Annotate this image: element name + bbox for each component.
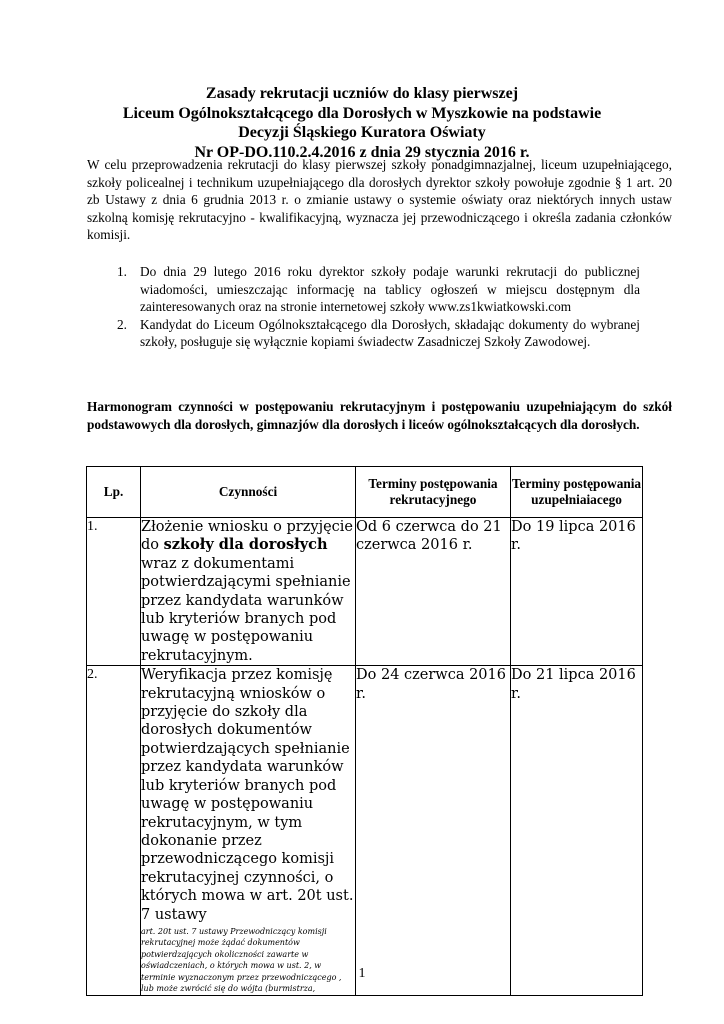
activity-bold-text: szkoły dla dorosłych [163,536,328,554]
schedule-table [86,466,643,996]
header-recruitment-terms: Terminy postępowania rekrutacyjnego [356,467,511,518]
row-activity [141,666,356,996]
row-supplementary-term: Do 19 lipca 2016 r. [511,518,643,666]
table-row [87,518,643,666]
table-header-row [87,467,643,518]
rule-text: Kandydat do Liceum Ogólnokształcącego dla Dorosłych, składając dokumenty do wybranej szkoły, posługuje się wyłącznie kopiami świadectw Zasadniczej Szkoły Zawodowej. [140,316,640,350]
page-number: 1 [358,966,366,981]
header-lp: Lp. [87,467,141,518]
row-activity [141,518,356,666]
row-number: 2. [87,666,141,996]
row-recruitment-term: Od 6 czerwca do 21 czerwca 2016 r. [356,518,511,666]
schedule-heading: Harmonogram czynności w postępowaniu rekrutacyjnym i postępowaniu uzupełniającym do szkół podstawowych dla dorosłych, gimnazjów dla dorosłych i liceów ogólnokształcących dla dorosłych. [87,399,672,432]
row-number: 1. [87,518,141,666]
rule-item [87,316,640,351]
activity-footnote: art. 20t ust. 7 ustawy Przewodniczący komisji rekrutacyjnej może żądać dokumentów potwierdzających okoliczności zawarte w oświadczeniach, o których mowa w ust. 2, w terminie wyznaczonym przez przewodniczącego , lub może zwrócić się do wójta (burmistrza, [141,926,342,994]
title-line-1: Zasady rekrutacji uczniów do klasy pierwszej [205,85,519,102]
header-activities: Czynności [141,467,356,518]
rule-text: Do dnia 29 lutego 2016 roku dyrektor szkoły podaje warunki rekrutacji do publicznej wiadomości, umieszczając informację na tablicy ogłoszeń w miejscu dostępnym dla zainteresowanych oraz na stronie internetowej szkoły www.zs1kwiatkowski.com [140,264,640,315]
title-line-4: Nr OP-DO.110.2.4.2016 z dnia 29 stycznia 2016 r. [194,143,530,161]
document-title [60,84,664,162]
row-supplementary-term: Do 21 lipca 2016 r. [511,666,643,996]
activity-text: wraz z dokumentami potwierdzającymi spełnianie przez kandydata warunków lub kryteriów branych pod uwagę w postępowaniu rekrutacyjnym. [141,555,351,664]
rule-number: 1. [117,264,127,279]
activity-text: Złożenie wniosku o przyjęcie do [141,519,353,554]
title-line-3: Decyzji Śląskiego Kuratora Oświaty [238,124,486,141]
header-supplementary-terms: Terminy postępowania uzupełniaiacego [511,467,643,518]
row-recruitment-term: Do 24 czerwca 2016 r. [356,666,511,996]
table-row [87,666,643,996]
intro-paragraph: W celu przeprowadzenia rekrutacji do klasy pierwszej szkoły ponadgimnazjalnej, liceum uzupełniającego, szkoły policealnej i technikum uzupełniającego dla dorosłych dyrektor szkoły powołuje zgodnie § 1 art. 20 zb Ustawy z dnia 6 grudnia 2013 r. o zmianie ustawy o systemie oświaty oraz niektórych innych ustaw szkolną komisję rekrutacyjno - kwalifikacyjną, wyznacza jej przewodniczącego i określa zadania członków komisji. [87,157,672,243]
activity-text: Weryfikacja przez komisję rekrutacyjną wniosków o przyjęcie do szkoły dla dorosłych dokumentów potwierdzających spełnianie przez kandydata warunków lub kryteriów branych pod uwagę w postępowaniu rekrutacyjnym, w tym dokonanie przez przewodniczącego komisji rekrutacyjnej czynności, o których mowa w art. 20t ust. 7 ustawy [141,667,354,923]
rules-list [87,263,640,351]
rule-item [87,263,640,316]
rule-number: 2. [117,316,127,332]
title-line-2: Liceum Ogólnokształcącego dla Dorosłych w Myszkowie na podstawie [122,104,602,122]
